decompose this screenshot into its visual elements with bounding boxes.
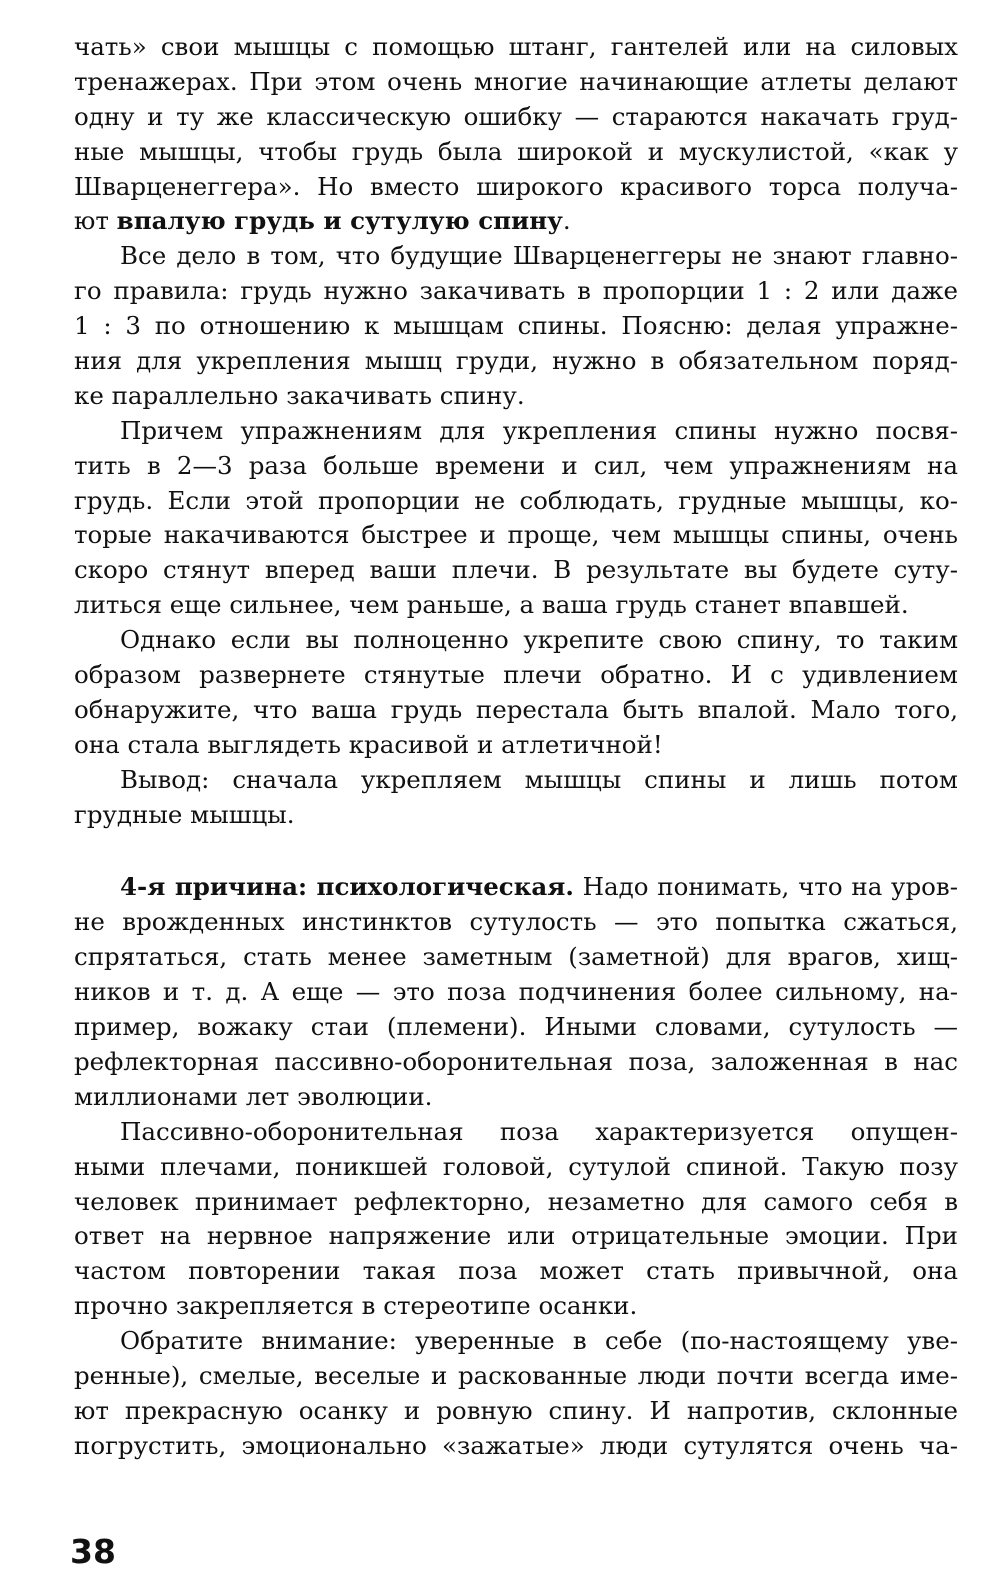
text-run: Шварценеггера». Но вместо широкого красивого торса получа- [74,171,958,201]
text-line [74,1219,958,1254]
text-run: Обратите внимание: уверенные в себе (по-настоящему уве- [120,1326,958,1356]
text-line [74,1010,958,1045]
text-run: ными плечами, поникшей головой, сутулой спиной. Такую позу [74,1151,958,1181]
text-run: Пассивно-оборонительная поза характеризуется опущен- [120,1116,958,1146]
text-run: миллионами лет эволюции. [74,1081,433,1111]
paragraph [74,870,958,1114]
text-run: обнаружите, что ваша грудь перестала быть впалой. Мало того, [74,694,958,724]
text-run: торые накачиваются быстрее и проще, чем мышцы спины, очень [74,520,958,550]
text-line [74,975,958,1010]
paragraph [74,1324,958,1464]
text-line [74,728,958,763]
text-run: ке параллельно закачивать спину. [74,380,525,410]
text-line [74,449,958,484]
text-run: Причем упражнениям для укрепления спины нужно посвя- [120,415,958,445]
text-line [74,239,958,274]
page-body-text [74,30,958,1464]
text-run: Вывод: сначала укрепляем мышцы спины и лишь потом [120,764,958,794]
paragraph [74,763,958,833]
text-line [74,414,958,449]
text-line [74,905,958,940]
text-line [74,1045,958,1080]
paragraph [74,30,958,239]
page-number: 38 [70,1532,116,1571]
text-run: образом развернете стянутые плечи обратно. И с удивлением [74,660,958,690]
text-run: частом повторении такая поза может стать привычной, она [74,1256,958,1286]
text-line [74,623,958,658]
text-line [74,588,958,623]
text-run: прочно закрепляется в стереотипе осанки. [74,1291,638,1321]
text-line [74,379,958,414]
text-line [74,553,958,588]
text-run: одну и ту же классическую ошибку — стараются накачать груд- [74,101,958,131]
text-line [74,763,958,798]
text-run: го правила: грудь нужно закачивать в пропорции 1 : 2 или даже [74,276,958,306]
text-run: . [562,206,571,236]
text-line [74,484,958,519]
text-run: ренные), смелые, веселые и раскованные люди почти всегда име- [74,1360,958,1390]
paragraph [74,623,958,763]
text-run: она стала выглядеть красивой и атлетичной! [74,729,663,759]
text-line [74,518,958,553]
text-run: тренажерах. При этом очень многие начинающие атлеты делают [74,66,958,96]
paragraph [74,239,958,413]
text-line [74,1080,958,1115]
text-run: ные мышцы, чтобы грудь была широкой и мускулистой, «как у [74,136,958,166]
text-run: ют [74,206,117,236]
text-run: литься еще сильнее, чем раньше, а ваша грудь станет впавшей. [74,590,909,620]
section-gap [74,832,958,870]
text-run: ников и т. д. А еще — это поза подчинения более сильному, на- [74,977,958,1007]
bold-text: впалую грудь и сутулую спину [116,206,563,236]
text-line [74,693,958,728]
text-run: погрустить, эмоционально «зажатые» люди сутулятся очень ча- [74,1430,958,1460]
text-line [74,1324,958,1359]
text-run: Однако если вы полноценно укрепите свою спину, то таким [120,625,958,655]
text-run: не врожденных инстинктов сутулость — это попытка сжаться, [74,907,958,937]
text-line [74,1289,958,1324]
text-line [74,940,958,975]
text-line [74,1359,958,1394]
text-line [74,204,958,239]
text-run: человек принимает рефлекторно, незаметно для самого себя в [74,1186,958,1216]
text-run: тить в 2—3 раза больше времени и сил, чем упражнениям на [74,450,958,480]
paragraph [74,414,958,623]
text-run: Надо понимать, что на уров- [573,872,958,902]
text-line [74,1254,958,1289]
text-run: ответ на нервное напряжение или отрицательные эмоции. При [74,1221,958,1251]
text-line [74,798,958,833]
text-run: скоро стянут вперед ваши плечи. В результате вы будете суту- [74,555,958,585]
text-line [74,65,958,100]
text-run: ния для укрепления мышц груди, нужно в обязательном поряд- [74,346,958,376]
text-line [74,1394,958,1429]
text-run: Все дело в том, что будущие Шварценеггеры не знают главно- [120,241,958,271]
text-line [74,274,958,309]
text-line [74,1429,958,1464]
text-line [74,658,958,693]
text-line [74,170,958,205]
text-line [74,1115,958,1150]
text-line [74,1185,958,1220]
text-run: рефлекторная пассивно-оборонительная поза, заложенная в нас [74,1046,958,1076]
text-run: спрятаться, стать менее заметным (заметной) для врагов, хищ- [74,942,958,972]
text-line [74,344,958,379]
text-run: чать» свои мышцы с помощью штанг, гантелей или на силовых [74,32,958,61]
text-line [74,870,958,905]
bold-text: 4-я причина: психологическая. [120,872,574,902]
text-line [74,100,958,135]
text-run: пример, вожаку стаи (племени). Иными словами, сутулость — [74,1012,958,1042]
text-line [74,309,958,344]
text-run: 1 : 3 по отношению к мышцам спины. Поясню: делая упражне- [74,311,958,341]
text-line [74,30,958,65]
text-run: грудь. Если этой пропорции не соблюдать, грудные мышцы, ко- [74,485,958,515]
paragraph [74,1115,958,1324]
text-run: грудные мышцы. [74,799,295,829]
text-line [74,135,958,170]
text-run: ют прекрасную осанку и ровную спину. И напротив, склонные [74,1395,958,1425]
text-line [74,1150,958,1185]
